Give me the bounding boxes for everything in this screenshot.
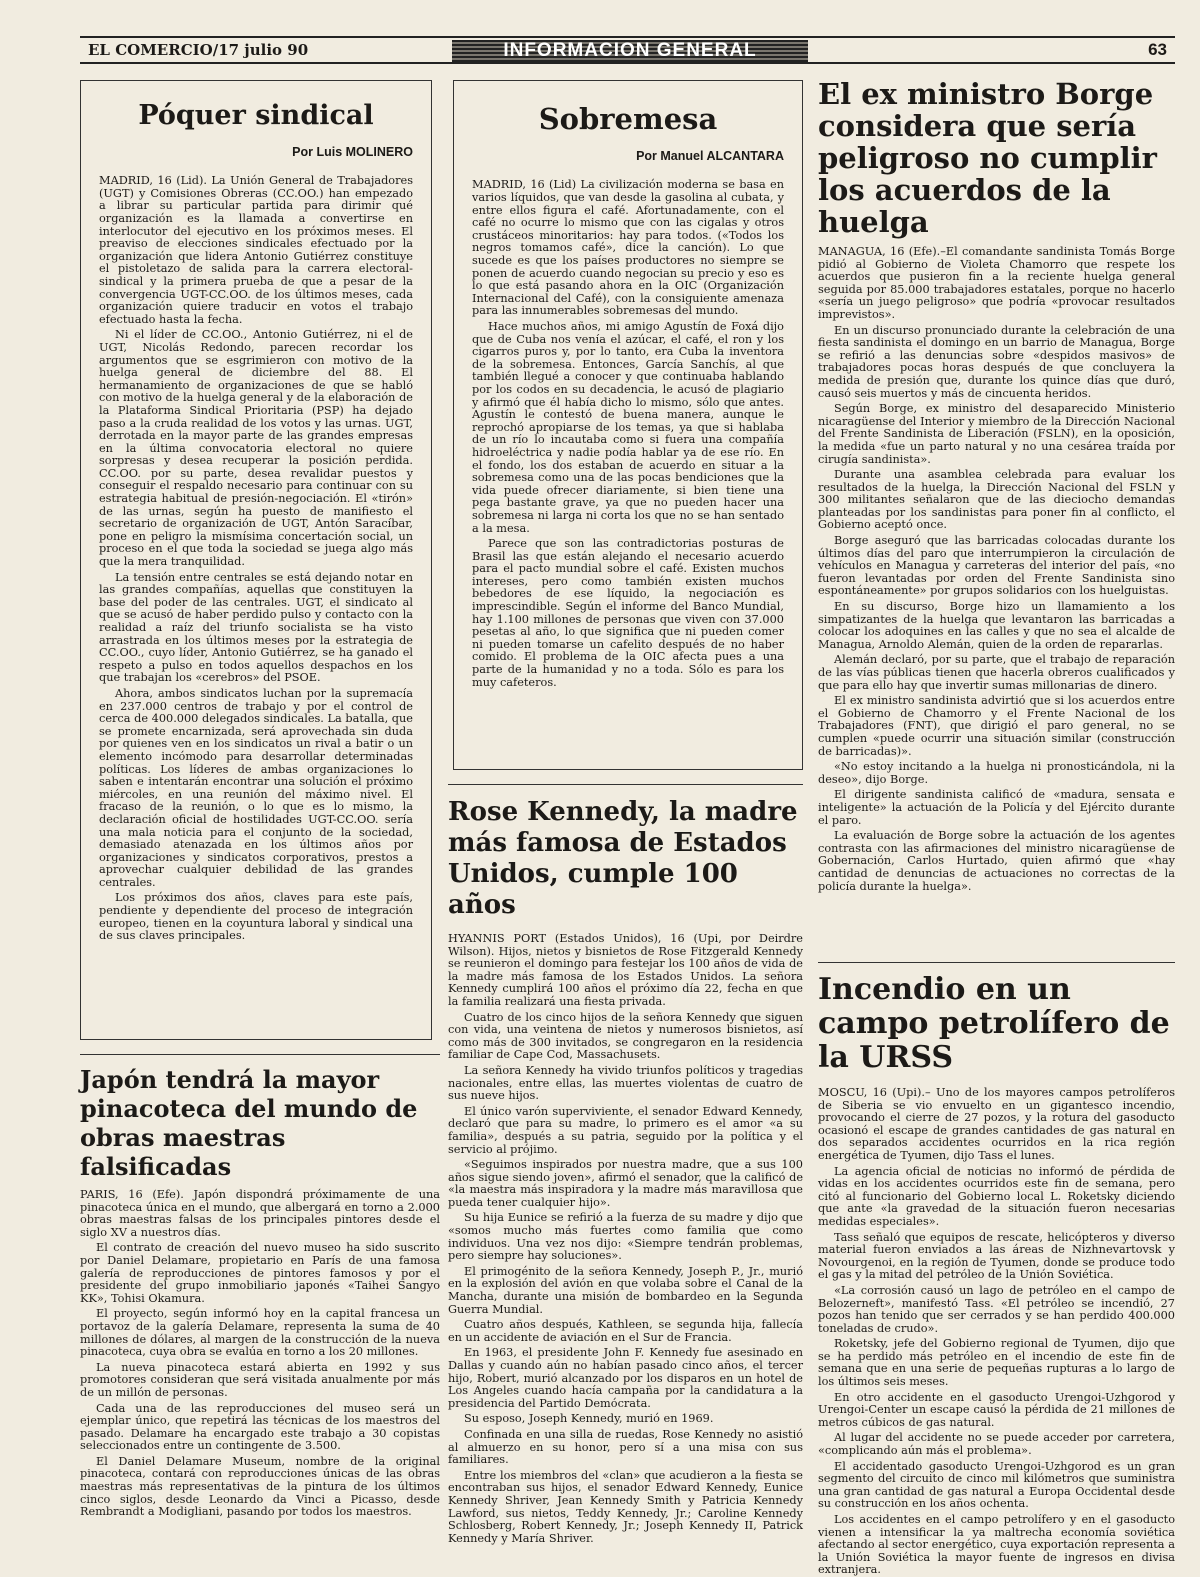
- body-paragraph: La nueva pinacoteca estará abierta en 1992 y sus promotores consideran que será visitada anualmente por más de un millón de personas.: [80, 1360, 440, 1399]
- body-paragraph: Según Borge, ex ministro del desaparecido Ministerio nicaragüense del Interior y miembro de la Dirección Nacional del Frente Sandinista de Liberación (FSLN), en la oposición, la medida «fue un parto natural y no una cesárea traída por cirugía sandinista».: [818, 402, 1175, 466]
- body: [472, 179, 784, 689]
- body-paragraph: La agencia oficial de noticias no informó de pérdida de vidas en los accidentes ocurridos este fin de semana, pero citó al funcionario del Gobierno local L. Roketsky diciendo que ante «la gravedad de la situación fueron necesarias medidas especiales».: [818, 1164, 1175, 1228]
- body-paragraph: Su esposo, Joseph Kennedy, murió en 1969.: [464, 1412, 714, 1426]
- body-paragraph: El primogénito de la señora Kennedy, Joseph P., Jr., murió en la explosión del avión en que volaba sobre el Canal de la Mancha, durante una misión de bombardeo en la Segunda Guerra Mundial.: [448, 1264, 803, 1316]
- byline: Por Manuel ALCANTARA: [636, 149, 784, 164]
- article-sobremesa: [453, 80, 803, 770]
- page-number: 63: [1148, 40, 1167, 59]
- body-paragraph: Cuatro años después, Kathleen, se segunda hija, fallecía en un accidente de aviación en el Sur de Francia.: [448, 1318, 803, 1344]
- body-paragraph: Parece que son las contradictorias posturas de Brasil las que están alejando el necesario acuerdo para el pacto mundial sobre el café. Existen muchos intereses, pero como también existen muchos bebedores de ese líquido, la negociación es imprescindible. Según el informe del Banco Mundial, hay 1.100 millones de personas que viven con 37.000 pesetas al año, lo que significa que ni pueden comer ni pueden tomarse un cafelito después de no haber comido. El problema de la OIC afecta pues a una parte de la humanidad y no a toda. Sólo es para los muy cafeteros.: [472, 537, 784, 689]
- body-paragraph: «Seguimos inspirados por nuestra madre, que a sus 100 años sigue siendo joven», afirmó el senador, que la calificó de «la maestra más inspiradora y la madre más maravillosa que pueda tener cualquier hijo».: [448, 1158, 803, 1209]
- body-paragraph: El accidentado gasoducto Urengoi-Uzhgorod es un gran segmento del circuito de cinco mil kilómetros que suministra una gran cantidad de gas natural a Europa Occidental desde su construcción en los años ochenta.: [818, 1459, 1175, 1511]
- body-paragraph: HYANNIS PORT (Estados Unidos), 16 (Upi, por Deirdre Wilson). Hijos, nietos y bisnietos de Rose Fitzgerald Kennedy se reunieron el domingo para festejar los 100 años de vida de la madre más famosa de los Estados Unidos. La señora Kennedy cumplirá 100 años el próximo día 22, fecha en que la familia realizará una fiesta privada.: [448, 932, 803, 1008]
- body-paragraph: Alemán declaró, por su parte, que el trabajo de reparación de las vías públicas tienen que hacerla obreros cualificados y que para ello hay que invertir sumas millonarias de dinero.: [818, 653, 1175, 692]
- body-paragraph: MOSCU, 16 (Upi).– Uno de los mayores campos petrolíferos de Siberia se vio envuelto en un gigantesco incendio, provocando el cierre de 27 pozos, y la rotura del gasoducto ocasionó el escape de grandes cantidades de gas natural en dos separados accidentes ocurridos en la rica región energética de Tyumen, dijo Tass el lunes.: [818, 1086, 1175, 1162]
- article-japon-pinacoteca: [80, 1054, 440, 1529]
- body-paragraph: La señora Kennedy ha vivido triunfos políticos y tragedias nacionales, entre ellas, las muertes violentas de cuatro de sus nueve hijos.: [448, 1063, 803, 1103]
- body: [818, 1087, 1175, 1577]
- body-paragraph: Durante una asamblea celebrada para evaluar los resultados de la huelga, la Dirección Nacional del FSLN y 300 militantes señalaron que de las dieciocho demandas planteadas por los sandinistas para poner fin al conflicto, el Gobierno aceptó once.: [818, 468, 1175, 532]
- headline: Rose Kennedy, la madre más famosa de Estados Unidos, cumple 100 años: [448, 797, 798, 920]
- headline: El ex ministro Borge considera que sería peligroso no cumplir los acuerdos de la huelga: [818, 77, 1157, 239]
- body-paragraph: «La corrosión causó un lago de petróleo en el campo de Belozerneft», manifestó Tass. «El petróleo se incendió, 27 pozos han tenido que ser cerrados y se han perdido 400.000 toneladas de crudo».: [818, 1283, 1175, 1335]
- article-rose-kennedy: [448, 784, 803, 1545]
- body-paragraph: PARIS, 16 (Efe). Japón dispondrá próximamente de una pinacoteca única en el mundo, que albergará en torno a 2.000 obras maestras falsas de los principales pintores desde el siglo XV a nuestros días.: [80, 1188, 440, 1239]
- headline: Póquer sindical: [138, 100, 374, 131]
- body-paragraph: Borge aseguró que las barricadas colocadas durante los últimos días del paro que interrumpieron la circulación de vehículos en Managua y carreteras del interior del país, «no fueron levantadas por orden del Frente Sandinista sino espontáneamente» por grupos solidarios con los huelguistas.: [818, 534, 1175, 598]
- body-paragraph: Cada una de las reproducciones del museo será un ejemplar único, que repetirá las técnicas de los maestros del pasado. Delamare ha encargado este trabajo a 30 copistas seleccionados entre un contingente de 3.500.: [80, 1401, 440, 1453]
- headline: Japón tendrá la mayor pinacoteca del mundo de obras maestras falsificadas: [80, 1065, 418, 1181]
- article-borge: [818, 78, 1175, 948]
- body: [99, 175, 413, 943]
- body-paragraph: En un discurso pronunciado durante la celebración de una fiesta sandinista el domingo en un barrio de Managua, Borge se refirió a las denuncias sobre «despidos masivos» de trabajadores pocas horas después de que concluyera la medida de presión que, durante los quince días que duró, causó seis muertos y más de cincuenta heridos.: [818, 323, 1175, 400]
- body-paragraph: El proyecto, según informó hoy en la capital francesa un portavoz de la galería Delamare, representa la suma de 40 millones de dólares, al margen de la construcción de la nueva pinacoteca, cuya obra se evalúa en torno a los 20 millones.: [80, 1307, 440, 1359]
- body-paragraph: Roketsky, jefe del Gobierno regional de Tyumen, dijo que se ha perdido más petróleo en el incendio de este fin de semana que en una serie de pequeñas rupturas a lo largo de los últimos seis meses.: [818, 1337, 1175, 1389]
- article-poquer-sindical: [80, 80, 432, 1040]
- body-paragraph: MADRID, 16 (Lid) La civilización moderna se basa en varios líquidos, que van desde la gasolina al cubata, y entre ellos figura el café. Afortunadamente, con el café no ocurre lo mismo que con las cigalas y otros crustáceos minoritarios: hay para todos. («Todos los negros tomamos café», dice la canción). Lo que sucede es que los países productores no siempre se ponen de acuerdo cuando negocian su precio y eso es lo que está pasando ahora en la OIC (Organización Internacional del Café), con la consiguiente amenaza para las innumerables sobremesas del mundo.: [472, 178, 784, 318]
- body: [818, 246, 1175, 893]
- newspaper-date: EL COMERCIO/17 julio 90: [88, 41, 309, 59]
- body-paragraph: Los próximos dos años, claves para este país, pendiente y dependiente del proceso de integración europeo, tienen en la coyuntura laboral y sindical una de sus claves principales.: [99, 891, 413, 943]
- body-paragraph: Ni el líder de CC.OO., Antonio Gutiérrez, ni el de UGT, Nicolás Redondo, parecen recordar los argumentos que se esgrimieron con motivo de la huelga general de diciembre del 88. El hermanamiento de organizaciones de que se habló con motivo de la huelga general y de la elaboración de la Plataforma Sindical Prioritaria (PSP) ha dejado paso a la cruda realidad de los votos y las urnas. UGT, derrotada en la mayor parte de las grandes empresas en la última convocatoria electoral no quiere sorpresas y desea recuperar la posición perdida. CC.OO. por su parte, desea revalidar puestos y conseguir el respaldo necesario para continuar con su estrategia habitual de presión-negociación. El «tirón» de las urnas, según ha puesto de manifiesto el secretario de organización de UGT, Antón Saracíbar, pone en peligro la mismísima concertación social, un proceso en el que toda la sociedad se juega algo más que la mera tranquilidad.: [99, 328, 413, 569]
- body-paragraph: «No estoy incitando a la huelga ni pronosticándola, ni la deseo», dijo Borge.: [818, 760, 1175, 786]
- body-paragraph: El único varón superviviente, el senador Edward Kennedy, declaró que para su madre, lo primero es el amor «a su familia», después a su patria, seguido por la política y el servicio al prójimo.: [448, 1104, 803, 1156]
- body-paragraph: El contrato de creación del nuevo museo ha sido suscrito por Daniel Delamare, propietario en París de una famosa galería de reproducciones de pintores famosos y por el presidente del grupo inmobiliario japonés «Taihei Sangyo KK», Tohisi Okamura.: [80, 1241, 440, 1305]
- body-paragraph: La tensión entre centrales se está dejando notar en las grandes compañías, aquellas que constituyen la base del poder de las centrales. UGT, el sindicato al que se acusó de haber perdido pulso y contacto con la realidad a raíz del triunfo socialista se ha visto arrastrada en los últimos meses por la estrategia de CC.OO., cuyo líder, Antonio Gutiérrez, se ha ganado el respeto a pulso en todos aquellos despachos en los que trabajan los «cerebros» del PSOE.: [99, 570, 413, 685]
- body: [448, 933, 803, 1545]
- body-paragraph: En otro accidente en el gasoducto Urengoi-Uzhgorod y Urengoi-Center un escape causó la pérdida de 21 millones de metros cúbicos de gas natural.: [818, 1390, 1175, 1429]
- body-paragraph: Confinada en una silla de ruedas, Rose Kennedy no asistió al almuerzo en su honor, pero sí a una misa con sus familiares.: [448, 1427, 803, 1467]
- body-paragraph: Los accidentes en el campo petrolífero y en el gasoducto vienen a intensificar la ya maltrecha economía soviética afectando al sector energético, cuya exportación representa a la Unión Soviética la mayor fuente de ingresos en divisa extranjera.: [818, 1513, 1175, 1577]
- body-paragraph: Hace muchos años, mi amigo Agustín de Foxá dijo que de Cuba nos venía el azúcar, el café, el ron y los cigarros puros y, por lo tanto, era Cuba la inventora de la sobremesa. Entonces, García Sanchís, al que también llegué a conocer y que continuaba hablando por los codos en su decadencia, le acusó de plagiario y afirmó que él había dicho lo mismo, sólo que antes. Agustín le contestó de buena manera, aunque le reprochó apropiarse de los temas, ya que si hablaba de un río lo incautaba como si fuera una compañía hidroeléctrica y nadie podía hablar ya de ese río. En el fondo, los dos estaban de acuerdo en situar a la sobremesa como una de las pocas bendiciones que la vida puede ofrecer diariamente, si bien tiene una pega bastante grave, ya que no pueden hacer una sobremesa ni larga ni corta los que no se han sentado a la mesa.: [472, 320, 784, 535]
- headline: Sobremesa: [538, 102, 718, 136]
- body-paragraph: La evaluación de Borge sobre la actuación de los agentes contrasta con las afirmaciones del ministro nicaragüense de Gobernación, Carlos Hurtado, quien afirmó que «hay cantidad de denuncias de actuaciones no correctas de la policía durante la huelga».: [818, 829, 1175, 893]
- body-paragraph: Su hija Eunice se refirió a la fuerza de su madre y dijo que «somos mucho más fuertes como familia que como individuos. Una vez nos dijo: «Siempre tendrán problemas, pero siempre hay soluciones».: [448, 1211, 803, 1263]
- body-paragraph: El ex ministro sandinista advirtió que si los acuerdos entre el Gobierno de Chamorro y el Frente Nacional de los Trabajadores (FNT), que dirigió el paro general, no se cumplen «puede ocurrir una situación similar (construcción de barricadas)».: [818, 694, 1175, 758]
- article-incendio-urss: [818, 962, 1175, 1577]
- body-paragraph: El dirigente sandinista calificó de «madura, sensata e inteligente» la actuación de la Policía y del Ejército durante el paro.: [818, 788, 1175, 827]
- headline: Incendio en un campo petrolífero de la URSS: [818, 972, 1170, 1075]
- body-paragraph: En 1963, el presidente John F. Kennedy fue asesinado en Dallas y cuando aún no habían pasado cinco años, el tercer hijo, Robert, murió alcanzado por los disparos en un hotel de Los Angeles cuando hacía campaña por la candidatura a la presidencia del Partido Demócrata.: [448, 1346, 803, 1410]
- body-paragraph: Ahora, ambos sindicatos luchan por la supremacía en 237.000 centros de trabajo y por el control de cerca de 400.000 delegados sindicales. La batalla, que se promete encarnizada, será aprovechada sin duda por quienes ven en los sindicatos un rival a batir o un elemento incómodo para desarrollar determinadas políticas. Los líderes de ambas organizaciones lo saben e intentarán encontrar una solución el próximo miércoles, en una reunión del máximo nivel. El fracaso de la reunión, o lo que es lo mismo, la declaración oficial de hostilidades UGT-CC.OO. sería una mala noticia para el conjunto de la sociedad, demasiado atenazada en los últimos años por organizaciones y sindicatos corporativos, prestos a aprovechar cualquier debilidad de las grandes centrales.: [99, 686, 413, 889]
- body-paragraph: Tass señaló que equipos de rescate, helicópteros y diverso material fueron enviados a las áreas de Nizhnevartovsk y Novourgenoi, en la región de Tyumen, donde se produce todo el gas y la mitad del petróleo de la Unión Soviética.: [818, 1230, 1175, 1282]
- body-paragraph: El Daniel Delamare Museum, nombre de la original pinacoteca, contará con reproducciones únicas de las obras maestras más representativas de la pintura de los últimos cinco siglos, desde Leonardo da Vinci a Picasso, desde Rembrandt a Modigliani, pasando por todos los maestros.: [80, 1454, 440, 1519]
- body: [80, 1189, 440, 1519]
- body-paragraph: MANAGUA, 16 (Efe).–El comandante sandinista Tomás Borge pidió al Gobierno de Violeta Chamorro que respete los acuerdos que pusieron fin a la reciente huelga general seguida por 85.000 trabajadores estatales, porque no hacerlo «sería un juego peligroso» que podría «provocar resultados imprevistos».: [818, 245, 1175, 321]
- body-paragraph: En su discurso, Borge hizo un llamamiento a los simpatizantes de la huelga que levantaron las barricadas a colocar los adoquines en las calles y que no sea el alcalde de Managua, Arnoldo Alemán, quien de la orden de repararlas.: [818, 600, 1175, 651]
- body-paragraph: Al lugar del accidente no se puede acceder por carretera, «complicando aún más el problema».: [818, 1431, 1175, 1458]
- masthead: [80, 36, 1175, 64]
- body-paragraph: Entre los miembros del «clan» que acudieron a la fiesta se encontraban sus hijos, el senador Edward Kennedy, Eunice Kennedy Shriver, Jean Kennedy Smith y Patricia Kennedy Lawford, sus nietos, Teddy Kennedy, Jr.; Caroline Kennedy Schlosberg, Robert Kennedy, Jr.; Joseph Kennedy II, Patrick Kennedy y María Shriver.: [448, 1468, 803, 1545]
- body-paragraph: Cuatro de los cinco hijos de la señora Kennedy que siguen con vida, una veintena de nietos y numerosos bisnietos, así como más de 300 invitados, se congregaron en la residencia familiar de Cape Cod, Massachusets.: [448, 1010, 803, 1062]
- body-paragraph: MADRID, 16 (Lid). La Unión General de Trabajadores (UGT) y Comisiones Obreras (CC.OO.) han empezado a librar su particular partida para dirimir qué organización es la llamada a convertirse en interlocutor del ejecutivo en los próximos meses. El preaviso de elecciones sindicales efectuado por la organización que lidera Antonio Gutiérrez constituye el pistoletazo de salida para la carrera electoral-sindical y la primera prueba de que a pesar de la convergencia UGT-CC.OO. de los últimos meses, cada organización quiere traducir en votos el trabajo efectuado hasta la fecha.: [99, 174, 413, 326]
- section-banner: INFORMACION GENERAL: [452, 40, 808, 62]
- byline: Por Luis MOLINERO: [292, 145, 413, 160]
